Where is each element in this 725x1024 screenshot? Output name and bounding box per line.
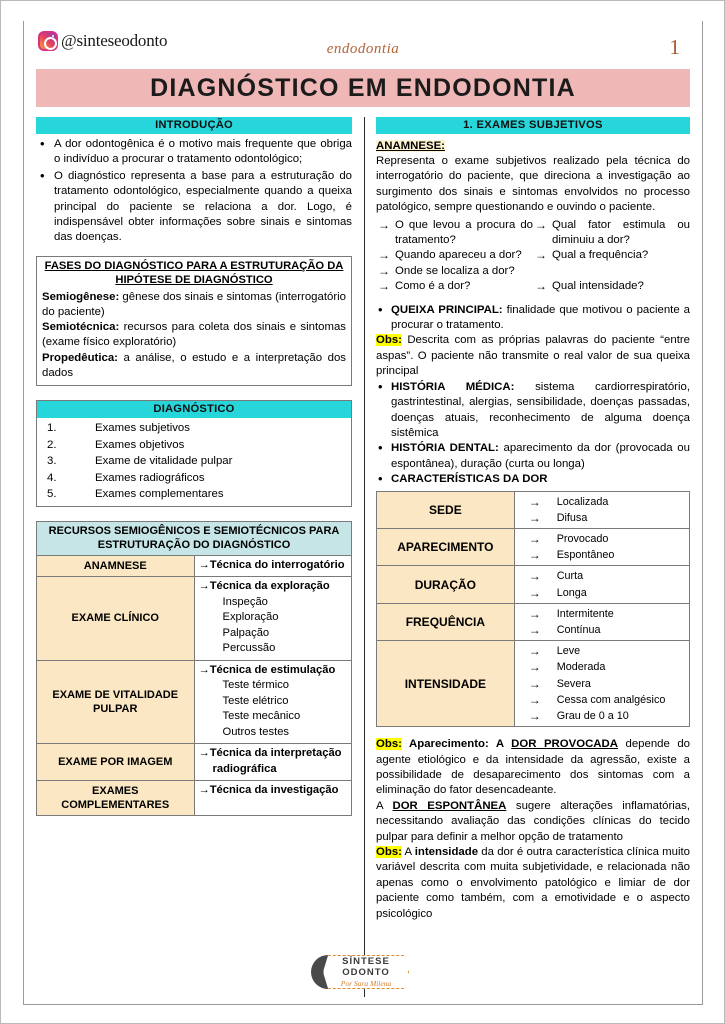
bottom-observations [376,737,690,922]
pain-value: → Leve [515,643,689,659]
anamnese-paragraph: Representa o exame subjetivos realizado pela técnica do interrogatório do paciente, que direciona a investigação ao surgimento dos sinais e sintomas envolvidos no processo patológico, sempre questionando e ouvindo o paciente. [376,155,690,214]
list-item-caracteristicas-dor [376,472,690,487]
pain-values-intensidade [514,641,689,727]
obs-prefix: A [376,799,393,812]
table-row [377,528,690,565]
obs-tag: Obs: [376,334,402,347]
logo-line-2: ODONTO [342,967,390,979]
page-content-frame [23,21,703,1005]
pain-characteristics-table [376,491,690,728]
pain-values-sede [514,491,689,528]
table-row [37,660,352,744]
technique-label: Técnica da interpretação [209,747,342,760]
logo-wrap [311,953,415,993]
historia-medica-text: sistema cardiorrespiratório, gastrintestinal, alergias, sensibilidade, doenças passadas, doenças atuais, reconhecimento de alguma doença sistêmica [391,380,691,439]
list-item [37,420,351,437]
subject-label: endodontia [326,41,400,57]
pain-value: → Cessa com analgésico [515,692,689,708]
logo-line-1: SÍNTESE [342,955,390,967]
sub-item: Palpação [222,626,270,639]
question-item: → Qual fator estimula ou diminuiu a dor? [533,218,690,249]
page-number: 1 [669,35,680,59]
pain-value: → Moderada [515,659,689,675]
pain-label-duracao: DURAÇÃO [377,566,515,603]
logo-line-3: Por Sara Milena [340,978,392,988]
list-item-label: Exames objetivos [95,438,185,451]
row-label-exames-complementares: EXAMES COMPLEMENTARES [37,781,195,816]
right-column [364,117,702,997]
list-item-number: 1. [47,422,57,435]
sub-item: Teste mecânico [222,710,301,723]
pain-label-sede: SEDE [377,491,515,528]
question-item: → Onde se localiza a dor? [376,264,533,279]
arrow-icon: → [198,784,210,797]
obs-underlined: DOR ESPONTÂNEA [392,799,507,812]
fases-term: Semiogênese: [42,290,120,303]
obs-queixa [376,333,690,379]
row-value-exame-clinico [194,577,352,661]
table-row [37,744,352,781]
sub-item: Exploração [222,611,279,624]
sub-item: Inspeção [222,595,268,608]
list-item-number: 2. [47,438,57,451]
pain-label-intensidade: INTENSIDADE [377,641,515,727]
row-value-exames-complementares [194,781,352,816]
list-item [37,470,351,487]
pain-value: → Longa [515,585,689,601]
questions-column-right [533,218,690,295]
pain-value: → Intermitente [515,606,689,622]
table-row [37,555,352,577]
question-item: → Quando apareceu a dor? [376,248,533,263]
two-column-body [24,117,702,997]
title-banner [36,69,690,107]
sub-item: Outros testes [222,725,290,738]
list-item [37,486,351,503]
table-row [377,491,690,528]
obs-rest: depende do agente etiológico e da intensidade da agressão, existe a possibilidade de desaparecimento dos sintomas com a eliminação do fator desencadeante. [376,738,690,797]
arrow-icon: → [198,663,210,676]
anamnese-label: ANAMNESE: [376,140,445,152]
row-value-anamnese [194,555,352,577]
fases-text: gênese dos sinais e sintomas (interrogatório do paciente) [42,290,346,319]
question-item: → Qual intensidade? [533,279,690,294]
fases-term: Propedêutica: [42,351,118,364]
caracteristicas-title: CARACTERÍSTICAS DA DOR [391,473,548,486]
obs-text: Descrita com as próprias palavras do paciente “entre aspas”. O paciente não transmite o real valor de sua queixa principal [376,334,690,378]
historia-dental-text: aparecimento da dor (provocada ou espontânea), duração (curta ou longa) [391,442,690,470]
row-label-anamnese: ANAMNESE [37,555,195,577]
question-item: → Qual a frequência? [533,248,690,263]
technique-label: Técnica da investigação [209,784,339,797]
list-item-historia-medica [376,380,690,442]
table-row [377,641,690,727]
obs-rest: sugere alterações inflamatórias, necessitando avaliação das condições clínicas do tecido pulpar para definir a melhor opção de tratamento [376,799,690,843]
pain-values-frequencia [514,603,689,640]
recursos-table [36,521,352,817]
list-item-number: 3. [47,455,57,468]
obs-tag: Obs: [376,846,402,859]
fases-diagnostico-title: FASES DO DIAGNÓSTICO PARA A ESTRUTURAÇÃO DA HIPÓTESE DE DIAGNÓSTICO [44,259,344,287]
obs-tag: Obs: [376,738,402,751]
pain-value: → Curta [515,568,689,584]
historia-medica-term: HISTÓRIA MÉDICA: [391,380,515,393]
introducao-bullet-list [36,137,352,246]
arrow-icon: → [198,747,210,760]
pain-value: → Grau de 0 a 10 [515,708,689,724]
fases-text: recursos para coleta dos sinais e sintomas (exame físico exploratório) [42,321,346,349]
list-item-label: Exame de vitalidade pulpar [95,455,233,468]
row-label-exame-clinico: EXAME CLÍNICO [37,577,195,661]
page-title: DIAGNÓSTICO EM ENDODONTIA [150,73,576,102]
footer-logo [24,952,702,994]
table-row [377,566,690,603]
column-divider [364,117,365,997]
table-header-row [37,521,352,555]
row-value-exame-imagem [194,744,352,781]
pain-values-duracao [514,566,689,603]
queixa-term: QUEIXA PRINCIPAL: [391,303,503,316]
obs-lead: A [401,846,415,859]
fases-term: Semiotécnica: [42,321,120,334]
list-item-number: 5. [47,488,57,501]
instagram-handle-text: @sinteseodonto [61,31,168,50]
table-row [37,577,352,661]
question-item: → Como é a dor? [376,279,533,294]
arrow-icon: → [198,580,210,593]
obs-espontanea [376,799,690,845]
pain-value: → Espontâneo [515,547,689,563]
queixa-text: finalidade que motivou o paciente a procurar o tratamento. [391,303,690,332]
list-item: • O diagnóstico representa a base para a estruturação do tratamento odontológico, especialmente quando a queixa principal do paciente se relaciona a dor. Logo, é indispensável obter informações sobre sinais e sintomas das doenças. [36,169,352,246]
logo-text [323,955,409,989]
page-header [24,21,702,69]
diagnostico-ordered-list [37,418,351,506]
obs-rest: da dor é outra característica clínica muito variável descrita com muita subjetividade, e relacionada não apenas como o envolvimento patológico e limiar de dor paciente como também, com a emotividade e o aspecto psicológico [376,846,690,920]
row-label-exame-imagem: EXAME POR IMAGEM [37,744,195,781]
sub-item: Teste térmico [222,679,290,692]
obs-lead: Aparecimento: A [401,738,512,751]
list-item [37,437,351,454]
questions-column-left [376,218,533,295]
pain-values-aparecimento [514,528,689,565]
list-item-number: 4. [47,471,57,484]
list-item [37,453,351,470]
list-item-label: Exames subjetivos [95,422,190,435]
pain-label-frequencia: FREQUÊNCIA [377,603,515,640]
recursos-table-header: RECURSOS SEMIOGÊNICOS E SEMIOTÉCNICOS PARA ESTRUTURAÇÃO DO DIAGNÓSTICO [37,521,352,555]
row-value-vitalidade-pulpar [194,660,352,744]
left-column [24,117,364,997]
obs-intensidade [376,845,690,922]
section-heading-introducao: INTRODUÇÃO [36,117,352,134]
sub-item: Teste elétrico [222,694,289,707]
list-item-label: Exames complementares [95,488,224,501]
technique-label: Técnica da exploração [209,580,330,593]
diagnostico-box [36,400,352,507]
fases-text: a análise, o estudo e a interpretação dos dados [42,351,346,379]
obs-bold: intensidade [414,846,479,859]
list-item-historia-dental [376,441,690,472]
obs-underlined: DOR PROVOCADA [511,738,618,751]
row-label-vitalidade-pulpar: EXAME DE VITALIDADE PULPAR [37,660,195,744]
fases-diagnostico-body [37,290,351,385]
pain-value: → Difusa [515,510,689,526]
pain-value: → Localizada [515,494,689,510]
sub-item: Percussão [222,642,276,655]
table-row [377,603,690,640]
technique-label: Técnica de estimulação [209,663,336,676]
table-row [37,781,352,816]
obs-aparecimento [376,737,690,799]
technique-label-cont: radiográfica [212,762,277,775]
section-heading-exames-subjetivos: 1. EXAMES SUBJETIVOS [376,117,690,134]
section-heading-diagnostico: DIAGNÓSTICO [37,401,351,418]
pain-label-aparecimento: APARECIMENTO [377,528,515,565]
list-item-queixa-principal [376,303,690,334]
right-content-list [376,303,690,488]
pain-value: → Contínua [515,622,689,638]
fases-diagnostico-box [36,256,352,386]
historia-dental-term: HISTÓRIA DENTAL: [391,442,499,455]
pain-value: → Provocado [515,531,689,547]
question-item: → O que levou a procura do tratamento? [376,218,533,249]
technique-label: Técnica do interrogatório [209,558,345,571]
list-item: • A dor odontogênica é o motivo mais frequente que obriga o indivíduo a procurar o tratamento odontológico; [36,137,352,168]
arrow-icon: → [198,558,210,571]
list-item-label: Exames radiográficos [95,471,205,484]
anamnese-questions-grid [376,218,690,295]
pain-value: → Severa [515,676,689,692]
